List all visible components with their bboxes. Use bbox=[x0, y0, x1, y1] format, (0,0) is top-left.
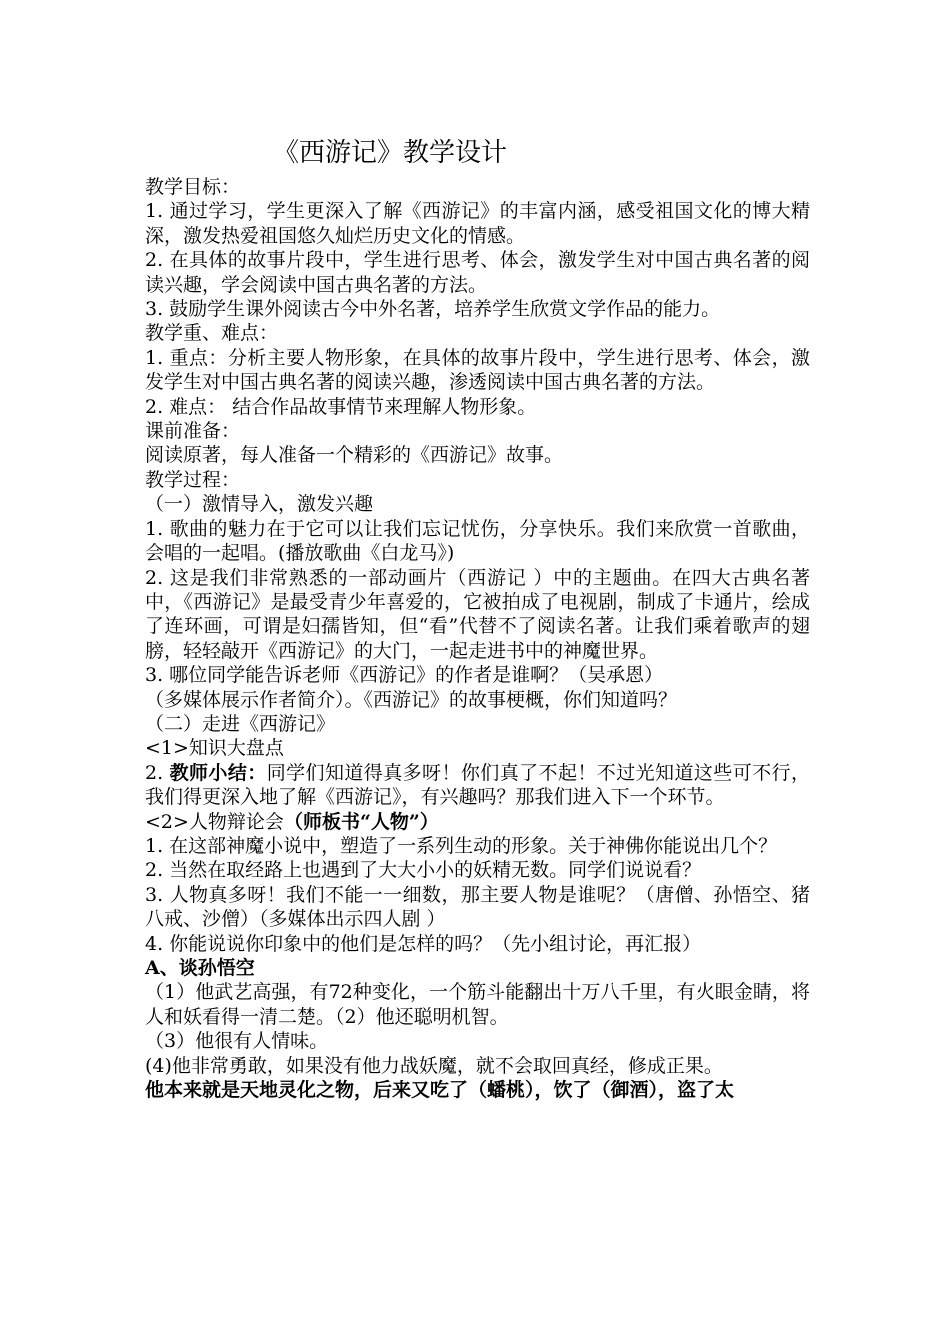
paragraph-bold: 教师小结： bbox=[169, 761, 267, 784]
paragraph: (4)他非常勇敢，如果没有他力战妖魔，就不会取回真经，修成正果。 bbox=[145, 1054, 723, 1077]
paragraph: 3. 鼓励学生课外阅读古今中外名著，培养学生欣赏文学作品的能力。 bbox=[145, 298, 721, 321]
paragraph bbox=[145, 810, 810, 834]
paragraph: 课前准备： bbox=[145, 420, 241, 443]
paragraph: 1. 重点：分析主要人物形象，在具体的故事片段中，学生进行思考、体会，激发学生对中国古典名著的阅读兴趣，渗透阅读中国古典名著的方法。 bbox=[145, 346, 810, 394]
paragraph: （一）激情导入，激发兴趣 bbox=[145, 493, 374, 516]
paragraph: 教学目标： bbox=[145, 176, 241, 198]
paragraph: 教学过程： bbox=[145, 468, 241, 491]
paragraph: （多媒体展示作者简介）。《西游记》的故事梗概，你们知道吗？ bbox=[145, 688, 678, 711]
paragraph: （3）他很有人情味。 bbox=[145, 1030, 329, 1053]
paragraph: （二）走进《西游记》 bbox=[145, 712, 336, 735]
paragraph: 教学重、难点： bbox=[145, 322, 279, 345]
paragraph: （1）他武艺高强，有72种变化，一个筋斗能翻出十万八千里，有火眼金睛，将人和妖看得一清二楚。（2）他还聪明机智。 bbox=[145, 981, 810, 1028]
paragraph: 4. 你能说说你印象中的他们是怎样的吗？（先小组讨论，再汇报） bbox=[145, 932, 702, 955]
paragraph: 2. 当然在取经路上也遇到了大大小小的妖精无数。同学们说说看？ bbox=[145, 859, 702, 882]
paragraph-list bbox=[145, 175, 810, 1102]
paragraph-prefix: 2. bbox=[145, 761, 170, 784]
paragraph-bold: （师板书“人物”） bbox=[283, 810, 439, 833]
paragraph: 他本来就是天地灵化之物，后来又吃了（蟠桃），饮了（御酒），盗了太 bbox=[145, 1079, 735, 1102]
paragraph: <1>知识大盘点 bbox=[145, 737, 284, 760]
paragraph: 2. 在具体的故事片段中，学生进行思考、体会，激发学生对中国古典名著的阅读兴趣，学会阅读中国古典名著的方法。 bbox=[145, 249, 810, 296]
paragraph: 1. 通过学习，学生更深入了解《西游记》的丰富内涵，感受祖国文化的博大精深，激发热爱祖国悠久灿烂历史文化的情感。 bbox=[145, 200, 810, 247]
document-body bbox=[145, 135, 810, 1102]
paragraph-prefix: <2>人物辩论会 bbox=[145, 810, 284, 833]
document-title: 《西游记》教学设计 bbox=[273, 138, 508, 168]
paragraph: 2. 难点： 结合作品故事情节来理解人物形象。 bbox=[145, 395, 537, 418]
paragraph: 阅读原著，每人准备一个精彩的《西游记》故事。 bbox=[145, 444, 564, 467]
paragraph-rest: 同学们知道得真多呀！你们真了不起！不过光知道这些可不行，我们得更深入地了解《西游记》，有兴趣吗？那我们进入下一个环节。 bbox=[145, 761, 810, 809]
paragraph: 1. 歌曲的魅力在于它可以让我们忘记忧伤，分享快乐。我们来欣赏一首歌曲，会唱的一起唱。(播放歌曲《白龙马》) bbox=[145, 517, 810, 565]
paragraph: A、谈孙悟空 bbox=[145, 957, 255, 979]
paragraph: 3. 哪位同学能告诉老师《西游记》的作者是谁啊？（吴承恩） bbox=[145, 664, 664, 687]
paragraph: 3. 人物真多呀！我们不能一一细数，那主要人物是谁呢？（唐僧、孙悟空、猪八戒、沙僧）（多媒体出示四人剧 ） bbox=[145, 883, 810, 931]
paragraph bbox=[145, 761, 810, 810]
paragraph: 2. 这是我们非常熟悉的一部动画片（西游记 ）中的主题曲。在四大古典名著中，《西游记》是最受青少年喜爱的，它被拍成了电视剧，制成了卡通片，绘成了连环画，可谓是妇孺皆知，但“看”代替不了阅读名著。让我们乘着歌声的翅膀，轻轻敲开《西游记》的大门，一起走进书中的神魔世界。 bbox=[145, 566, 810, 662]
paragraph: 1. 在这部神魔小说中，塑造了一系列生动的形象。关于神佛你能说出几个？ bbox=[145, 834, 778, 857]
